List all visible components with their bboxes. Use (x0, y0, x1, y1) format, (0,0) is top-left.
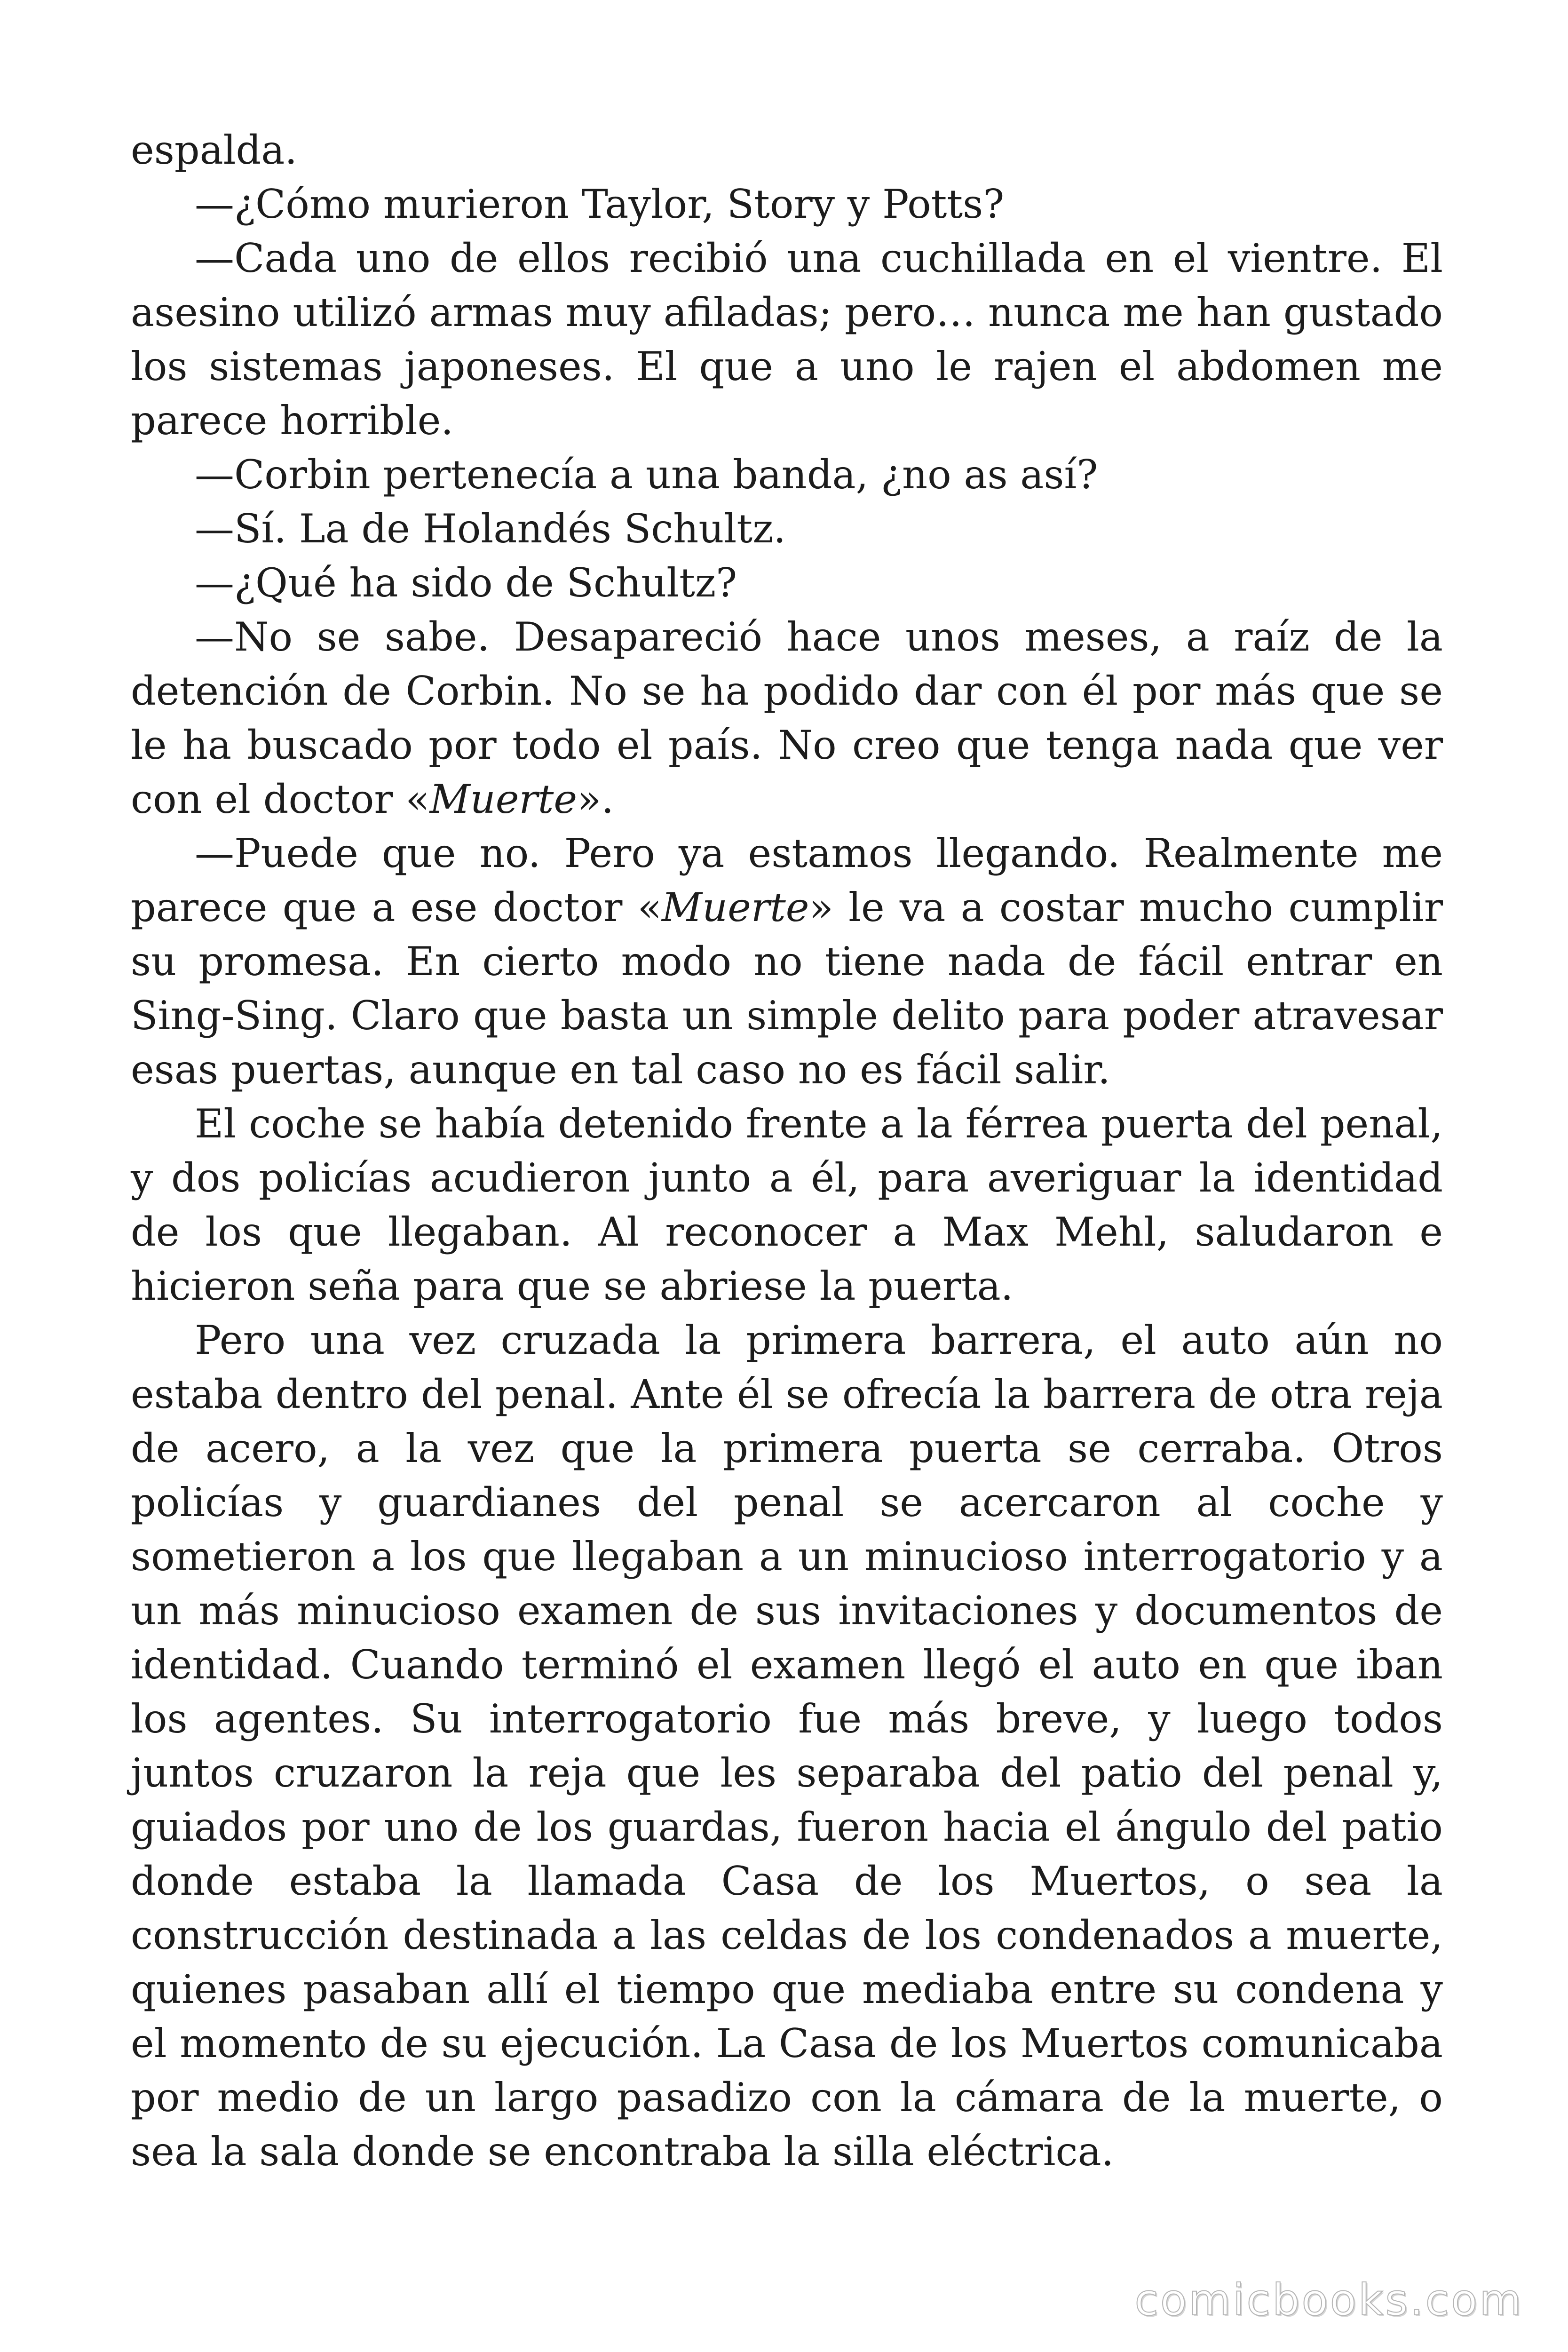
paragraph (131, 556, 1443, 610)
text-run: —¿Cómo murieron Taylor, Story y Potts? (195, 181, 1005, 227)
text-run: espalda. (131, 127, 298, 173)
body-text (131, 123, 1443, 2179)
paragraph (131, 1097, 1443, 1313)
paragraph (131, 502, 1443, 556)
paragraph (131, 826, 1443, 1097)
paragraph (131, 177, 1443, 231)
paragraph (131, 231, 1443, 448)
text-run: —Corbin pertenecía a una banda, ¿no as así? (195, 452, 1098, 498)
text-run: —Cada uno de ellos recibió una cuchillada en el vientre. El asesino utilizó armas muy afiladas; pero… nunca me han gustado los sistemas japoneses. El que a uno le rajen el abdomen me parece horrible. (131, 235, 1443, 444)
text-run: —Puede que no. Pero ya estamos llegando. Realmente me parece que a ese doctor « (131, 830, 1443, 930)
text-run: —Sí. La de Holandés Schultz. (195, 506, 786, 552)
paragraph (131, 610, 1443, 826)
italic-text: Muerte (429, 776, 578, 822)
text-run: El coche se había detenido frente a la férrea puerta del penal, y dos policías acudieron junto a él, para averiguar la identidad de los que llegaban. Al reconocer a Max Mehl, saludaron e hicieron seña para que se abriese la puerta. (131, 1101, 1443, 1309)
text-run: Pero una vez cruzada la primera barrera, el auto aún no estaba dentro del penal. Ante él se ofrecía la barrera de otra reja de acero, a la vez que la primera puerta se cerraba. Otros policías y guardianes del penal se acercaron al coche y sometieron a los que llegaban a un minucioso interrogatorio y a un más minucioso examen de sus invitaciones y documentos de identidad. Cuando terminó el examen llegó el auto en que iban los agentes. Su interrogatorio fue más breve, y luego todos juntos cruzaron la reja que les separaba del patio del penal y, guiados por uno de los guardas, fueron hacia el ángulo del patio donde estaba la llamada Casa de los Muertos, o sea la construcción destinada a las celdas de los condenados a muerte, quienes pasaban allí el tiempo que mediaba entre su condena y el momento de su ejecución. La Casa de los Muertos comunicaba por medio de un largo pasadizo con la cámara de la muerte, o sea la sala donde se encontraba la silla eléctrica. (131, 1317, 1443, 2175)
paragraph (131, 123, 1443, 177)
text-run: —No se sabe. Desapareció hace unos meses, a raíz de la detención de Corbin. No se ha podido dar con él por más que se le ha buscado por todo el país. No creo que tenga nada que ver con el doctor « (131, 614, 1443, 822)
watermark: comicbooks.com (1134, 2275, 1523, 2325)
paragraph (131, 1313, 1443, 2179)
text-run: ». (577, 776, 614, 822)
italic-text: Muerte (662, 884, 809, 930)
text-run: —¿Qué ha sido de Schultz? (195, 560, 737, 606)
text-run: » le va a costar mucho cumplir su promesa. En cierto modo no tiene nada de fácil entrar en Sing-Sing. Claro que basta un simple delito para poder atravesar esas puertas, aunque en tal caso no es fácil salir. (131, 884, 1443, 1093)
paragraph (131, 448, 1443, 502)
